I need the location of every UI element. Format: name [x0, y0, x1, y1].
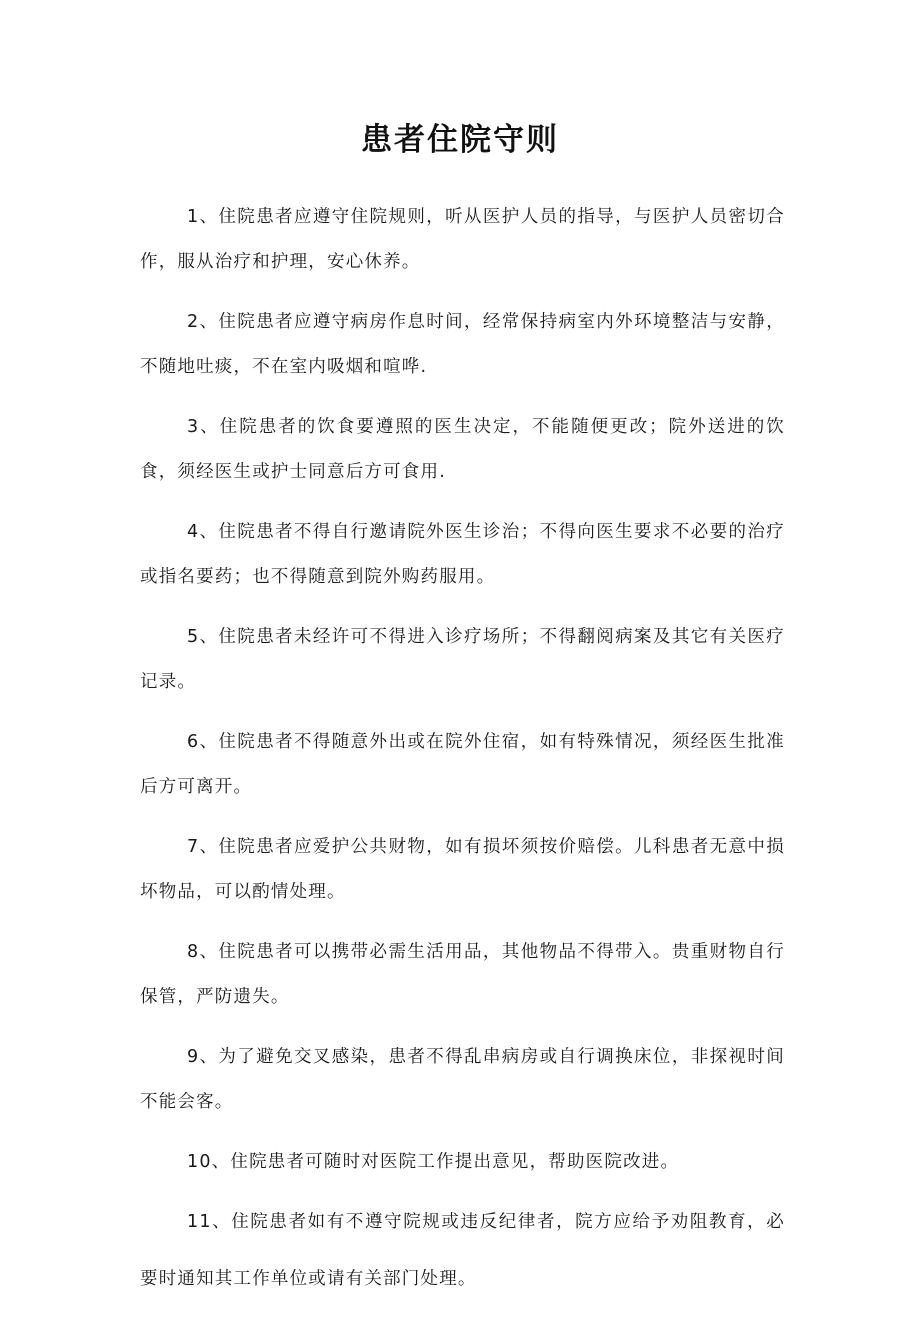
rules-list: [140, 195, 785, 1323]
rule-item-5: 5、住院患者未经许可不得进入诊疗场所；不得翻阅病案及其它有关医疗记录。: [140, 627, 785, 692]
rule-item-8: 8、住院患者可以携带必需生活用品，其他物品不得带入。贵重财物自行保管，严防遗失。: [140, 942, 785, 1007]
rule-item-10: 10、住院患者可随时对医院工作提出意见，帮助医院改进。: [187, 1152, 680, 1172]
rule-item-11: 11、住院患者如有不遵守院规或违反纪律者，院方应给予劝阻教育，必要时通知其工作单位或请有关部门处理。: [140, 1212, 785, 1289]
rule-item-6: 6、住院患者不得随意外出或在院外住宿，如有特殊情况，须经医生批准后方可离开。: [140, 732, 785, 797]
rule-item-7: 7、住院患者应爱护公共财物，如有损坏须按价赔偿。儿科患者无意中损坏物品，可以酌情处理。: [140, 837, 785, 902]
rule-item-2: 2、住院患者应遵守病房作息时间，经常保持病室内外环境整洁与安静，不随地吐痰，不在室内吸烟和喧哗.: [140, 312, 785, 377]
rule-item-9: 9、为了避免交叉感染，患者不得乱串病房或自行调换床位，非探视时间不能会客。: [140, 1047, 785, 1112]
document-title: 患者住院守则: [361, 122, 559, 158]
rule-item-1: 1、住院患者应遵守住院规则，听从医护人员的指导，与医护人员密切合作，服从治疗和护理，安心休养。: [140, 207, 785, 272]
rule-item-4: 4、住院患者不得自行邀请院外医生诊治；不得向医生要求不必要的治疗或指名要药；也不得随意到院外购药服用。: [140, 522, 785, 587]
rule-item-3: 3、住院患者的饮食要遵照的医生决定，不能随便更改；院外送进的饮食，须经医生或护士同意后方可食用.: [140, 417, 785, 482]
